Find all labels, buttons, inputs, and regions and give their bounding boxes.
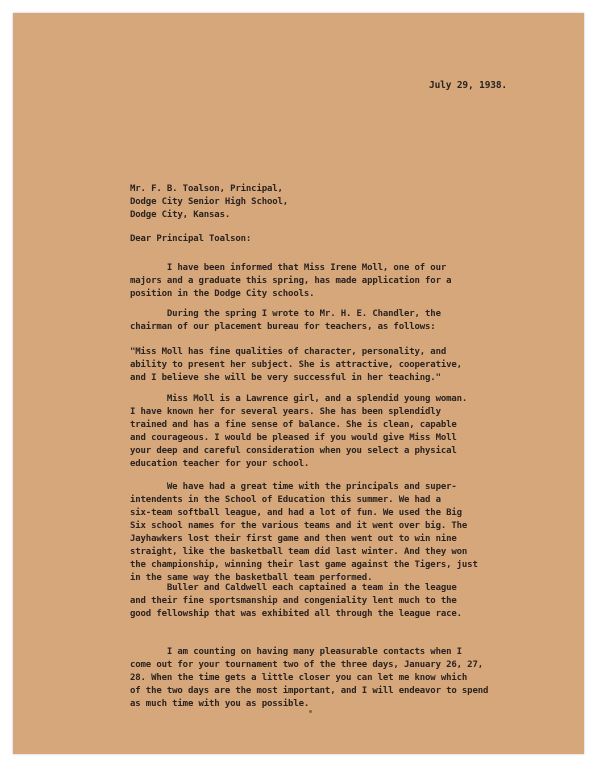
recipient-address: Mr. F. B. Toalson, Principal, Dodge City Senior High School, Dodge City, Kansas. <box>130 184 289 220</box>
letter-sheet <box>13 13 584 754</box>
paragraph-3: Miss Moll is a Lawrence girl, and a splendid young woman. I have known her for several years. She has been splendidly trained and has a fine sense of balance. She is clean, capable and courageous. I would be pleased if you would give Miss Moll your deep and careful consideration when you select a physical education teacher for your school. <box>130 394 468 469</box>
letter-date: July 29, 1938. <box>429 80 507 91</box>
salutation: Dear Principal Toalson: <box>130 234 252 244</box>
paragraph-1: I have been informed that Miss Irene Moll, one of our majors and a graduate this spring, has made application for a position in the Dodge City schools. <box>130 263 452 299</box>
paragraph-5: Buller and Caldwell each captained a team in the league and their fine sportsmanship and congeniality lent much to the good fellowship that was exhibited all through the league race. <box>130 583 462 619</box>
paragraph-6: I am counting on having many pleasurable contacts when I come out for your tournament two of the three days, January 26, 27, 28. When the time gets a little closer you can let me know which of the two days are the most important, and I will endeavor to spend as much time with you as possible. <box>130 647 489 709</box>
quoted-passage: "Miss Moll has fine qualities of character, personality, and ability to present her subject. She is attractive, cooperative, and I believe she will be very successful in her teaching." <box>130 347 462 383</box>
paper-speck <box>309 710 312 713</box>
paragraph-2: During the spring I wrote to Mr. H. E. Chandler, the chairman of our placement bureau for teachers, as follows: <box>130 309 441 332</box>
paragraph-4: We have had a great time with the principals and super- intendents in the School of Education this summer. We had a six-team softball league, and had a lot of fun. We used the Big Six school names for the various teams and it went over big. The Jayhawkers lost their first game and then went out to win nine straight, like the basketball team did last winter. And they won the championship, winning their last game against the Tigers, just in the same way the basketball team performed. <box>130 482 478 583</box>
